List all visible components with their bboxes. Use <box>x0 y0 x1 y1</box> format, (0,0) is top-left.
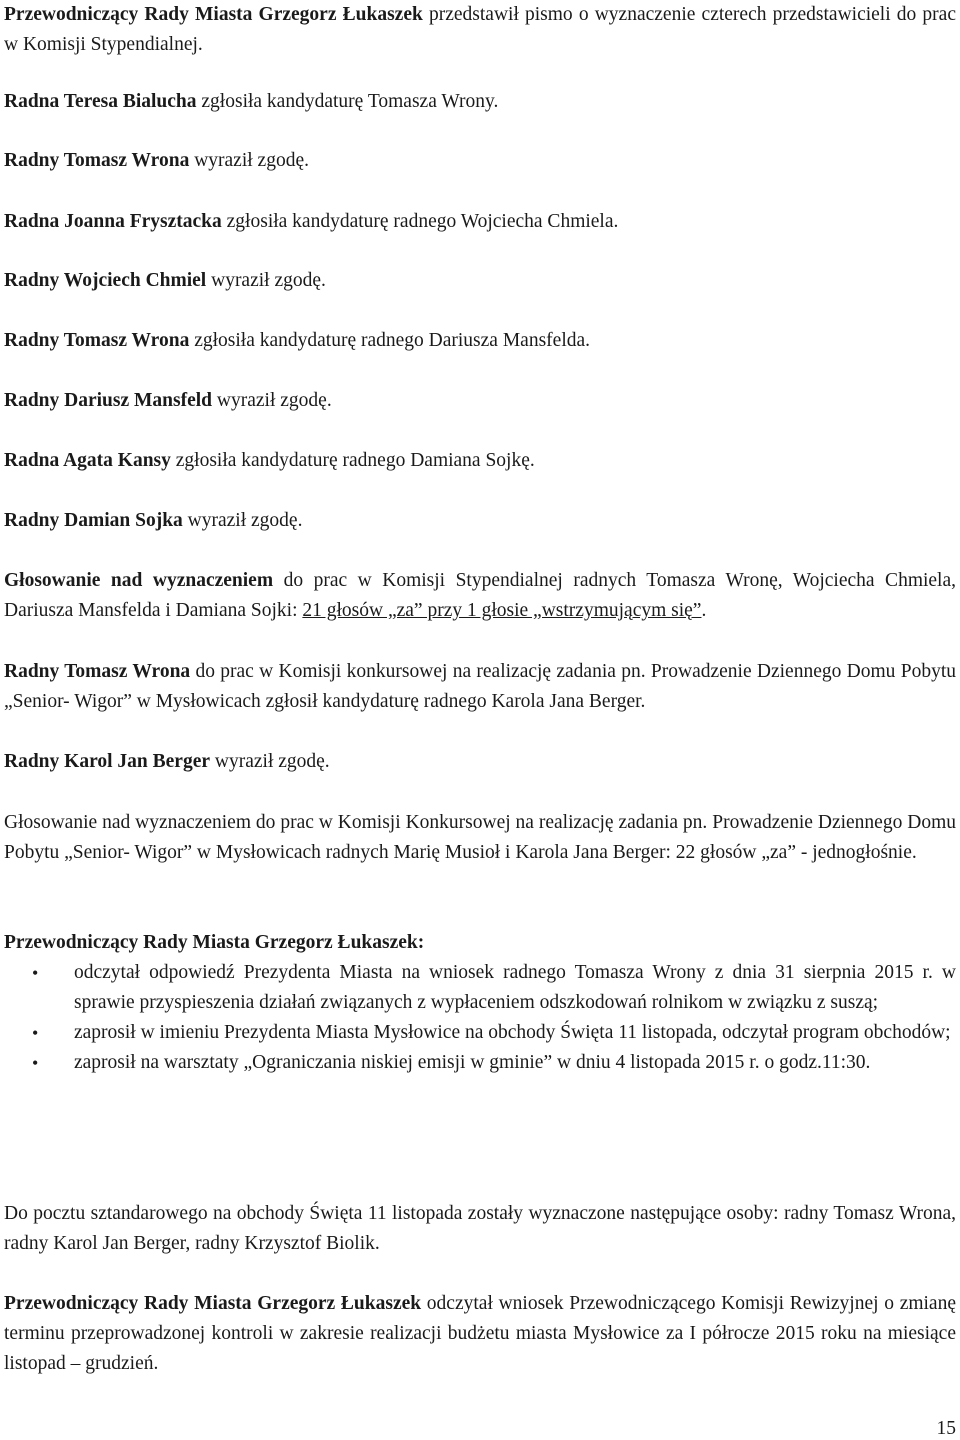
paragraph-text: wyraził zgodę. <box>189 150 309 171</box>
speaker-name: Radny Tomasz Wrona <box>4 330 190 351</box>
vote-heading: Głosowanie nad wyznaczeniem <box>4 570 274 591</box>
speaker-name: Radny Tomasz Wrona <box>4 150 190 171</box>
paragraph-vote-competition <box>4 808 956 868</box>
paragraph-text: Głosowanie nad wyznaczeniem do prac w Komisji Konkursowej na realizację zadania pn. Prowadzenie Dziennego Domu Pobytu „Senior- Wigor” w Mysłowicach radnych Marię Musioł i Karola Jana Berger: 22 głosów „za” - jednogłośnie. <box>4 812 956 863</box>
paragraph-text: odczytał wniosek Przewodniczącego Komisji Rewizyjnej o zmianę terminu przeprowadzonej kontroli w zakresie realizacji budżetu miasta Mysłowice za I półrocze 2015 roku na miesiące listopad – grudzień. <box>4 1293 956 1374</box>
speaker-name: Radny Damian Sojka <box>4 510 183 531</box>
speaker-name: Radny Wojciech Chmiel <box>4 270 207 291</box>
paragraph-text: wyraził zgodę. <box>182 510 303 531</box>
speaker-name: Przewodniczący Rady Miasta Grzegorz Łukaszek <box>4 4 423 25</box>
speaker-name: Radna Agata Kansy <box>4 450 171 471</box>
speaker-name: Radny Karol Jan Berger <box>4 751 211 772</box>
bullet-icon: • <box>32 963 39 983</box>
paragraph-text: zgłosiła kandydaturę radnego Dariusza Mansfelda. <box>189 330 591 351</box>
paragraph-text: wyraził zgodę. <box>212 390 332 411</box>
chairman-actions-list <box>4 958 956 1078</box>
paragraph-wrona-competition <box>4 657 956 717</box>
paragraph-honor-guard <box>4 1199 956 1259</box>
paragraph-chairman-letter <box>4 0 956 60</box>
list-item: • zaprosił w imieniu Prezydenta Miasta Mysłowice na obchody Święta 11 listopada, odczytał program obchodów; <box>4 1018 956 1048</box>
paragraph-wrona-consent <box>4 146 956 176</box>
speaker-name: Przewodniczący Rady Miasta Grzegorz Łukaszek: <box>4 932 425 953</box>
speaker-name: Radna Teresa Bialucha <box>4 91 197 112</box>
paragraph-bialucha <box>4 87 956 117</box>
paragraph-text: do prac w Komisji Stypendialnej radnych Tomasza Wronę, Wojciecha Chmiela, Dariusza Mansfelda i Damiana Sojki: <box>4 570 957 621</box>
paragraph-text: zgłosiła kandydaturę radnego Damiana Sojkę. <box>170 450 535 471</box>
paragraph-wrona-nomination <box>4 326 956 356</box>
paragraph-text: Do pocztu sztandarowego na obchody Święta 11 listopada zostały wyznaczone następujące osoby: radny Tomasz Wrona, radny Karol Jan Berger, radny Krzysztof Biolik. <box>4 1203 956 1254</box>
paragraph-text: do prac w Komisji konkursowej na realizację zadania pn. Prowadzenie Dziennego Domu Pobytu „Senior- Wigor” w Mysłowicach zgłosił kandydaturę radnego Karola Jana Berger. <box>4 661 956 712</box>
paragraph-berger-consent <box>4 747 956 777</box>
bullet-icon: • <box>32 1053 39 1073</box>
speaker-name: Radna Joanna Frysztacka <box>4 211 222 232</box>
speaker-name: Radny Dariusz Mansfeld <box>4 390 213 411</box>
paragraph-mansfeld-consent <box>4 386 956 416</box>
list-item: • zaprosił na warsztaty „Ograniczania niskiej emisji w gminie” w dniu 4 listopada 2015 r. o godz.11:30. <box>4 1048 956 1078</box>
paragraph-text: zgłosiła kandydaturę radnego Wojciecha Chmiela. <box>221 211 619 232</box>
vote-result: 21 głosów „za” przy 1 głosie „wstrzymującym się” <box>302 600 702 621</box>
speaker-name: Przewodniczący Rady Miasta Grzegorz Łukaszek <box>4 1293 422 1314</box>
paragraph-text: wyraził zgodę. <box>210 751 330 772</box>
paragraph-audit-request <box>4 1289 956 1379</box>
paragraph-text: przedstawił pismo o wyznaczenie czterech przedstawicieli do prac w Komisji Stypendialnej. <box>4 4 956 55</box>
paragraph-chairman-heading <box>4 928 956 958</box>
paragraph-vote-scholarship <box>4 566 956 626</box>
bullet-icon: • <box>32 1023 39 1043</box>
list-item: • odczytał odpowiedź Prezydenta Miasta na wniosek radnego Tomasza Wrony z dnia 31 sierpnia 2015 r. w sprawie przyspieszenia działań związanych z wypłaceniem odszkodowań rolnikom w związku z suszą; <box>4 958 956 1018</box>
paragraph-end: . <box>701 600 707 621</box>
paragraph-text: zgłosiła kandydaturę Tomasza Wrony. <box>196 91 499 112</box>
paragraph-kansy <box>4 446 956 476</box>
page-number: 15 <box>936 1418 956 1439</box>
paragraph-text: wyraził zgodę. <box>206 270 326 291</box>
paragraph-chmiel-consent <box>4 266 956 296</box>
paragraph-sojka-consent <box>4 506 956 536</box>
speaker-name: Radny Tomasz Wrona <box>4 661 191 682</box>
paragraph-frysztacka <box>4 207 956 237</box>
